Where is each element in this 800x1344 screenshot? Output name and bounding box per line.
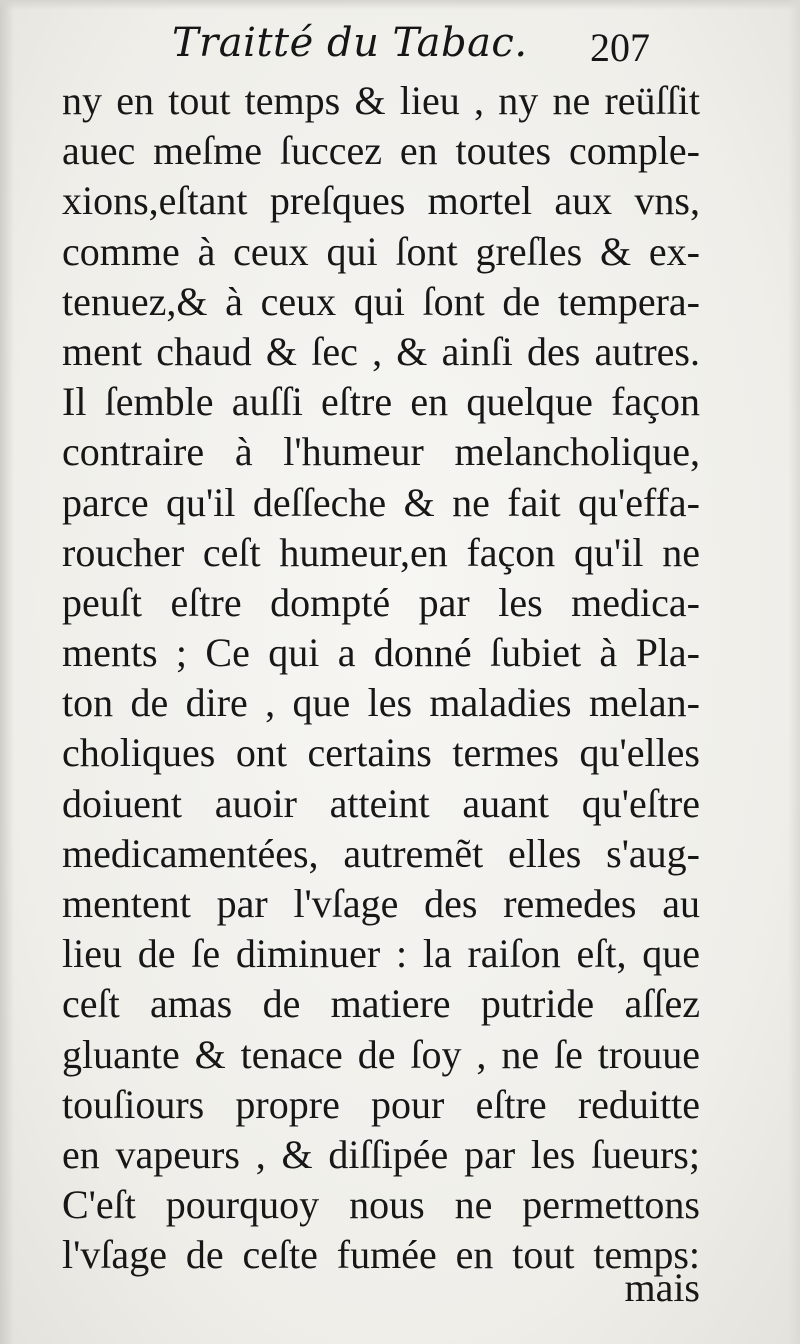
text-line: peuſt eſtre dompté par les medica- [62,579,700,625]
body-text [62,76,700,1281]
page-number: 207 [590,25,650,70]
text-line: xions,eſtant preſques mortel aux vns, [62,178,700,224]
text-line: l'vſage de ceſte fumée en tout temps: [62,1232,700,1278]
text-line: choliques ont certains termes qu'elles [62,730,700,776]
text-line: medicamentées, autremẽt elles s'aug- [62,830,700,876]
page-edge-shadow-left [0,0,14,1344]
text-line: C'eſt pourquoy nous ne permettons [62,1182,700,1228]
text-line: ment chaud & ſec , & ainſi des autres. [62,328,700,374]
running-head [60,12,690,74]
text-line: parce qu'il deſſeche & ne fait qu'effa- [62,479,700,525]
text-line: mentent par l'vſage des remedes au [62,881,700,926]
text-line: en vapeurs , & diſſipée par les ſueurs; [62,1131,700,1177]
text-line: touſiours propre pour eſtre reduitte [62,1081,700,1127]
text-line: ton de dire , que les maladies melan- [62,680,700,726]
text-line: auec meſme ſuccez en toutes comple- [62,128,700,174]
text-line: lieu de ſe diminuer : la raiſon eſt, que [62,931,700,977]
text-line: tenuez,& à ceux qui ſont de tempera- [62,278,700,324]
text-line: comme à ceux qui ſont greſles & ex- [62,228,700,274]
text-line: Il ſemble auſſi eſtre en quelque façon [62,379,700,425]
page-edge-shadow-top [0,0,800,10]
text-line: roucher ceſt humeur,en façon qu'il ne [62,529,700,575]
text-line: gluante & tenace de ſoy , ne ſe trouue [62,1031,700,1077]
catchword: mais [624,1265,700,1310]
text-line: doiuent auoir atteint auant qu'eſtre [62,780,700,826]
text-line: ments ; Ce qui a donné ſubiet à Pla- [62,630,700,676]
text-line: ny en tout temps & lieu , ny ne reüſſit [62,78,700,123]
page-edge-shadow-right [788,0,800,1344]
text-line: contraire à l'humeur melancholique, [62,429,700,475]
running-title: Traitté du Tabac. [172,20,528,66]
text-line: ceſt amas de matiere putride aſſez [62,981,700,1027]
